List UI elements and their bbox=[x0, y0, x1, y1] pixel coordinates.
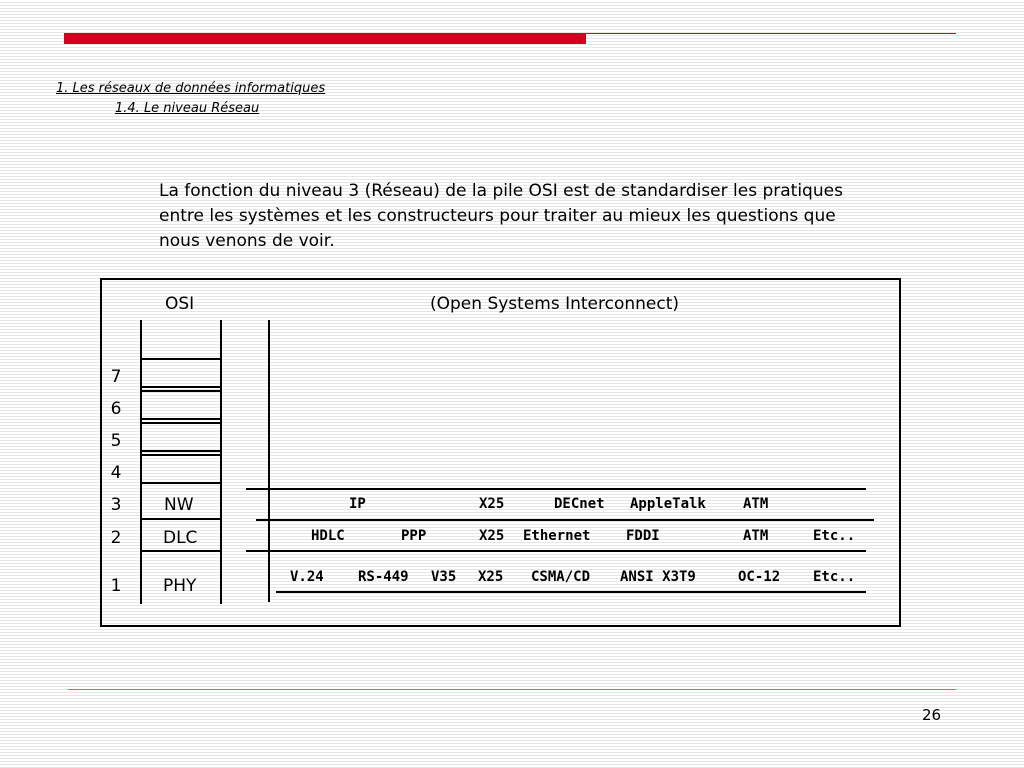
protocol-v24: V.24 bbox=[290, 569, 324, 585]
protocol-etc-dlc: Etc.. bbox=[813, 528, 856, 544]
intro-paragraph: La fonction du niveau 3 (Réseau) de la pile OSI est de standardiser les pratiques entre les systèmes et les constructeurs pour traiter au mieux les questions que nous venons de voir. bbox=[159, 181, 843, 251]
layer-number-5: 5 bbox=[110, 431, 122, 451]
protocol-ethernet: Ethernet bbox=[523, 528, 591, 544]
protocol-ip: IP bbox=[349, 496, 366, 512]
header-accent-line bbox=[586, 33, 956, 34]
page-number: 26 bbox=[922, 706, 942, 724]
layer-name-dlc: DLC bbox=[163, 528, 198, 548]
section-heading: 1. Les réseaux de données informatiques bbox=[56, 81, 326, 96]
protocol-x25-dlc: X25 bbox=[479, 528, 505, 544]
layer-7-cell bbox=[142, 358, 222, 388]
layer-number-7: 7 bbox=[110, 367, 122, 387]
protocol-row-line-phy-bottom bbox=[276, 591, 866, 593]
layer-name-nw: NW bbox=[164, 495, 194, 515]
protocol-x25-phy: X25 bbox=[478, 569, 504, 585]
protocol-area-divider bbox=[268, 320, 270, 602]
layer-number-6: 6 bbox=[110, 399, 122, 419]
protocol-decnet: DECnet bbox=[554, 496, 605, 512]
protocol-fddi: FDDI bbox=[626, 528, 660, 544]
footer-divider bbox=[68, 689, 956, 690]
layer-name-phy: PHY bbox=[163, 576, 197, 596]
layer-6-cell bbox=[142, 390, 222, 420]
protocol-rs449: RS-449 bbox=[358, 569, 409, 585]
protocol-x25-nw: X25 bbox=[479, 496, 505, 512]
subsection-heading: 1.4. Le niveau Réseau bbox=[115, 101, 260, 116]
layer-4-cell bbox=[142, 454, 222, 484]
protocol-row-line-dlc-bottom bbox=[246, 550, 866, 552]
layer-divider-3-2 bbox=[142, 518, 220, 520]
protocol-hdlc: HDLC bbox=[311, 528, 345, 544]
protocol-csma-cd: CSMA/CD bbox=[531, 569, 591, 585]
layer-divider-2-1 bbox=[142, 550, 220, 552]
protocol-appletalk: AppleTalk bbox=[630, 496, 706, 512]
protocol-v35: V35 bbox=[431, 569, 457, 585]
osi-label: OSI bbox=[165, 294, 195, 314]
layer-number-1: 1 bbox=[110, 576, 122, 596]
protocol-ppp: PPP bbox=[401, 528, 427, 544]
layer-number-3: 3 bbox=[110, 495, 122, 515]
protocol-row-line-nw-top bbox=[246, 488, 866, 490]
layer-number-2: 2 bbox=[110, 528, 122, 548]
protocol-ansi-x3t9: ANSI X3T9 bbox=[620, 569, 696, 585]
layer-5-cell bbox=[142, 422, 222, 452]
osi-full-name: (Open Systems Interconnect) bbox=[430, 294, 680, 314]
protocol-atm-nw: ATM bbox=[743, 496, 769, 512]
layer-number-4: 4 bbox=[110, 463, 122, 483]
protocol-oc12: OC-12 bbox=[738, 569, 781, 585]
protocol-row-line-nw-bottom bbox=[256, 519, 874, 521]
header-accent-bar bbox=[64, 33, 586, 44]
protocol-etc-phy: Etc.. bbox=[813, 569, 856, 585]
protocol-atm-dlc: ATM bbox=[743, 528, 769, 544]
